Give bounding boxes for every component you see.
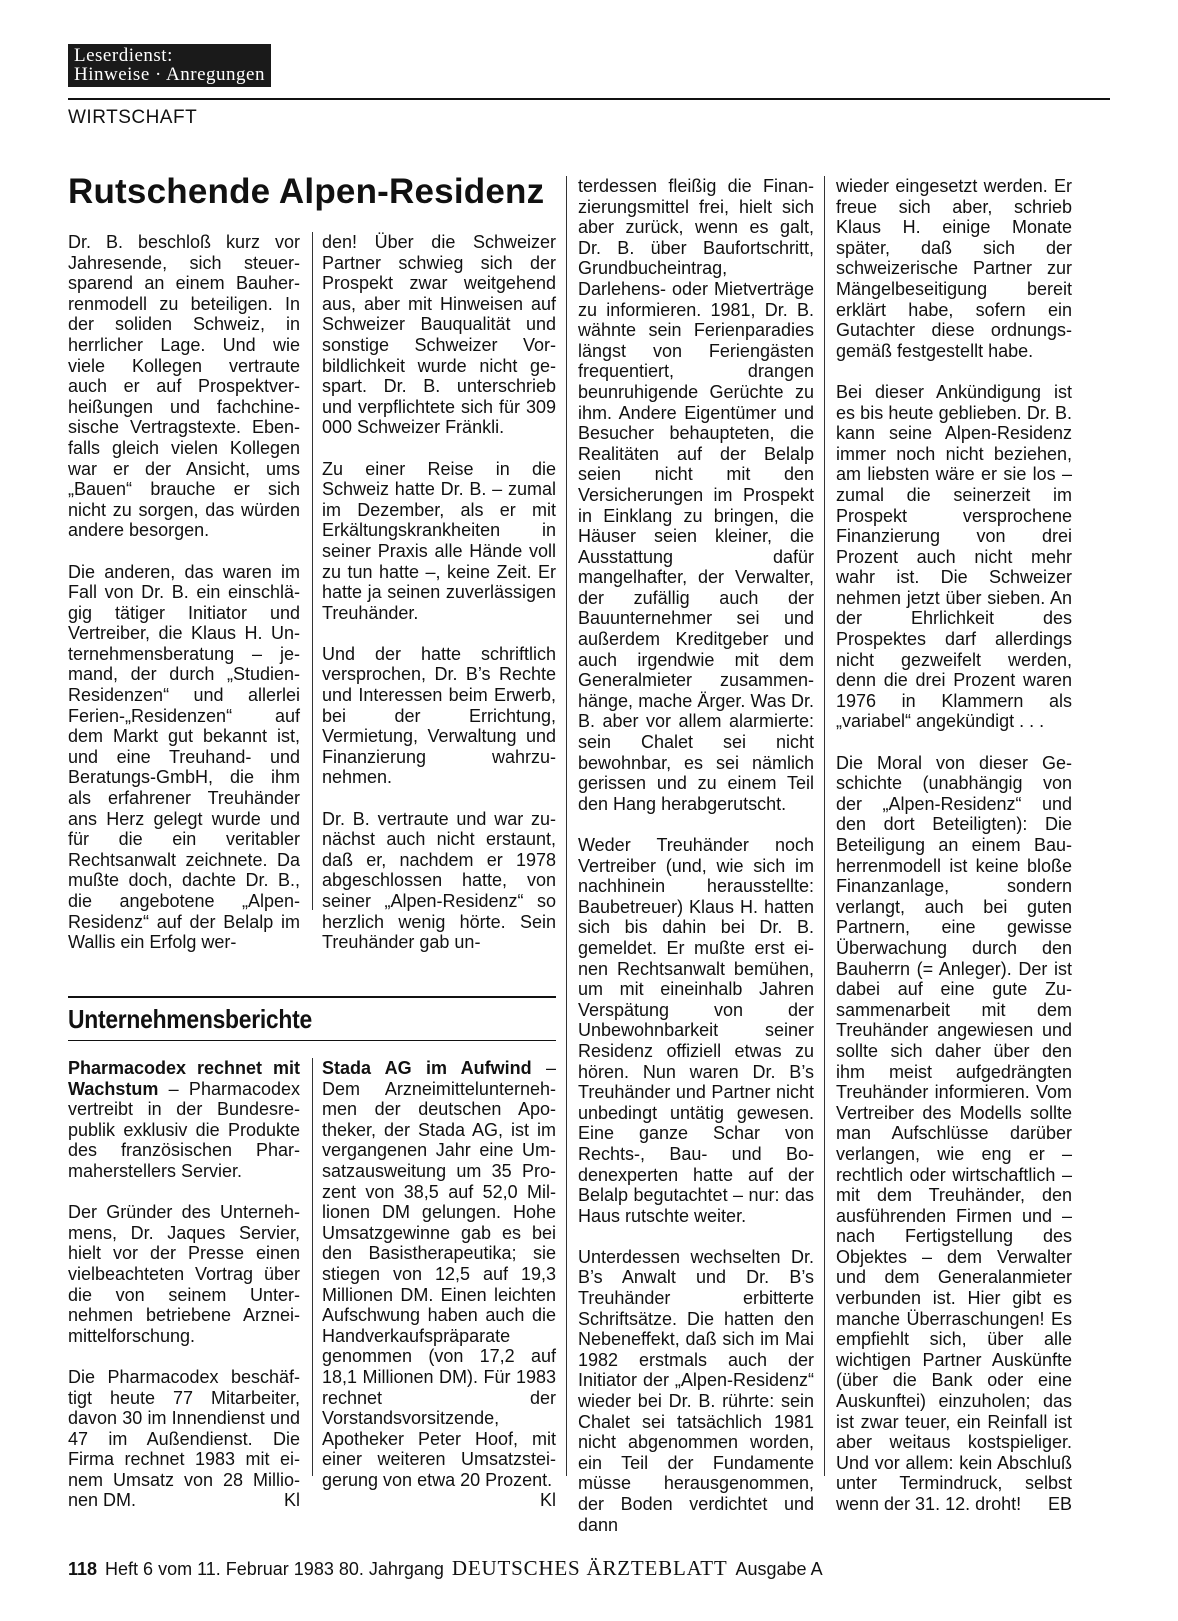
- issue-info: Heft 6 vom 11. Februar 1983 80. Jahrgang: [105, 1559, 444, 1579]
- section-title: Unternehmensberichte: [68, 1004, 312, 1034]
- report-column-1: [68, 1058, 300, 1511]
- author-signature: Kl: [283, 1490, 300, 1511]
- paragraph: Die anderen, das waren im Fall von Dr. B. ein einschlägig tätiger Initiator und Vertreiber, die Klaus H. Unternehmensberatung – jemand, der durch „Studien-Residenzen“ und allerlei Ferien-„Residenzen“ auf dem Markt gut bekannt ist, und eine Treuhand- und Beratungs-GmbH, die ihm als erfahrener Treuhänder ans Herz gelegt wurde und für die ein veritabler Rechtsanwalt zeichnete. Da mußte doch, dachte Dr. B., die angebotene „Alpen-Residenz“ auf der Belalp im Wallis ein Erfolg wer-: [68, 561, 300, 953]
- column-divider: [312, 232, 313, 910]
- section-label: WIRTSCHAFT: [68, 107, 198, 128]
- paragraph: Dr. B. vertraute und war zunächst auch nicht erstaunt, daß er, nachdem er 1978 abgeschlossen hatte, von seiner „Alpen-Residenz“ so herzlich wenig hörte. Sein Treuhänder gab un-: [322, 808, 556, 953]
- paragraph: Und der hatte schriftlich versprochen, Dr. B’s Rechte und Interessen beim Erwerb, bei der Errichtung, Vermietung, Verwaltung und Finanzierung wahrzunehmen.: [322, 643, 556, 788]
- paragraph: Dr. B. beschloß kurz vor Jahresende, sich steuersparend an einem Bauherrenmodell zu beteiligen. In der soliden Schweiz, in herrlicher Lage. Und wie viele Kollegen vertraute auch er auf Prospektverheißungen und fachchinesische Vertragstexte. Ebenfalls gleich vielen Kollegen war er der Ansicht, ums „Bauen“ brauche er sich nicht zu sorgen, das würden andere besorgen.: [68, 232, 300, 541]
- paragraph-text: – Dem Arzneimittelunternehmen der deutschen Apotheker, der Stada AG, ist im vergangenen Jahr eine Umsatzausweitung um 35 Prozent von 38,5 auf 52,0 Millionen DM gelungen. Hohe Umsatzgewinne gab es bei den Basistherapeutika; sie stiegen von 12,5 auf 19,3 Millionen DM. Einen leichten Aufschwung haben auch die Handverkaufspräparate genommen (von 17,2 auf 18,1 Millionen DM). Für 1983 rechnet der Vorstandsvorsitzende, Apotheker Peter Hoof, mit einer weiteren Umsatzsteigerung von etwa 20 Prozent.: [322, 1058, 556, 1490]
- paragraph-text: Die Pharmacodex beschäftigt heute 77 Mitarbeiter, davon 30 im Innendienst und 47 im Außendienst. Die Firma rechnet 1983 mit einem Umsatz von 28 Millionen DM.: [68, 1366, 300, 1511]
- paragraph: [836, 753, 1072, 1515]
- page-footer: [68, 1556, 968, 1581]
- paragraph: Weder Treuhänder noch Vertreiber (und, wie sich im nachhinein herausstellte: Baubetreuer) Klaus H. hatten sich bis dahin bei Dr. B. gemeldet. Er mußte erst einen Rechtsanwalt bemühen, um mit eineinhalb Jahren Verspätung von der Unbewohnbarkeit seiner Residenz offiziell etwas zu hören. Nun waren Dr. B’s Treuhänder und Partner nicht unbedingt untätig gewesen. Eine ganze Schar von Rechts-, Bau- und Bodenexperten hatte auf der Belalp begutachtet – nur: das Haus rutschte weiter.: [578, 835, 814, 1226]
- report-headline: Pharmacodex rechnet mit Wachstum: [68, 1058, 300, 1099]
- page-number: 118: [68, 1559, 98, 1579]
- paragraph: terdessen fleißig die Finanzierungsmittel frei, hielt sich aber zurück, wenn es galt, Dr. B. über Baufortschritt, Grundbucheintrag, Darlehens- oder Mietverträge zu informieren. 1981, Dr. B. wähnte sein Ferienparadies längst von Feriengästen frequentiert, drangen beunruhigende Gerüchte zu ihm. Andere Eigentümer und Besucher behaupteten, die Realitäten auf der Belalp seien nicht mit den Versicherungen im Prospekt in Einklang zu bringen, die Häuser seien kleiner, die Ausstattung dafür mangelhafter, der Verwalter, der zufällig auch der Bauunternehmer sei und außerdem Kreditgeber und auch irgendwie mit dem Generalmieter zusammenhänge, mache Ärger. Was Dr. B. aber vor allem alarmierte: sein Chalet sei nicht bewohnbar, es sei nämlich gerissen und zu einem Teil den Hang herabgerutscht.: [578, 176, 814, 814]
- author-signature: Kl: [539, 1490, 556, 1511]
- publication-name: DEUTSCHES ÄRZTEBLATT: [451, 1556, 728, 1580]
- author-signature: EB: [1047, 1494, 1072, 1514]
- section-rule: [68, 996, 556, 998]
- report-headline: Stada AG im Aufwind: [322, 1058, 532, 1078]
- paragraph: Zu einer Reise in die Schweiz hatte Dr. B. – zumal im Dezember, als er mit Erkältungskrankheiten in seiner Praxis alle Hände voll zu tun hatte –, keine Zeit. Er hatte ja seinen zuverlässigen Treuhänder.: [322, 458, 556, 623]
- paragraph: wieder eingesetzt werden. Er freue sich aber, schrieb Klaus H. einige Monate später, daß sich der schweizerische Partner zur Mängelbeseitigung bereit erklärt habe, sofern ein Gutachter diese ordnungsgemäß festgestellt habe.: [836, 176, 1072, 361]
- article-column-3: [578, 176, 814, 1535]
- report-column-2: [322, 1058, 556, 1511]
- section-rule: [68, 1040, 556, 1041]
- column-header-box: [68, 44, 271, 87]
- paragraph: [322, 1058, 556, 1511]
- article-column-1: [68, 232, 300, 953]
- column-divider: [312, 1058, 313, 1476]
- paragraph: Unterdessen wechselten Dr. B’s Anwalt und Dr. B’s Treuhänder erbitterte Schriftsätze. Die hatten den Nebeneffekt, daß sich im Mai 1982 erstmals auch der Initiator der „Alpen-Residenz“ wieder bei Dr. B. rührte: sein Chalet sei tatsächlich 1981 nicht abgenommen worden, ein Teil der Fundamente müsse herausgenommen, der Boden verdichtet und dann: [578, 1246, 814, 1535]
- column-header-line2: Hinweise · Anregungen: [74, 64, 265, 85]
- paragraph: [68, 1058, 300, 1182]
- article-column-2: [322, 232, 556, 953]
- paragraph: Der Gründer des Unternehmens, Dr. Jaques Servier, hielt vor der Presse einen vielbeachteten Vortrag über die von seinem Unternehmen betriebene Arzneimittelforschung.: [68, 1202, 300, 1346]
- top-rule: [68, 98, 1110, 100]
- article-column-4: [836, 176, 1072, 1515]
- paragraph: [68, 1367, 300, 1511]
- column-divider: [566, 176, 567, 1476]
- paragraph-text: – Pharmacodex vertreibt in der Bundesrepublik exklusiv die Produkte des französischen Pharmaherstellers Servier.: [68, 1078, 300, 1181]
- paragraph: den! Über die Schweizer Partner schwieg sich der Prospekt zwar weitgehend aus, aber mit Hinweisen auf Schweizer Bauqualität und sonstige Schweizer Vorbildlichkeit wurde nicht gespart. Dr. B. unterschrieb und verpflichtete sich für 309 000 Schweizer Fränkli.: [322, 232, 556, 438]
- edition-label: Ausgabe A: [735, 1559, 823, 1579]
- column-header-line1: Leserdienst:: [74, 45, 173, 66]
- paragraph: Bei dieser Ankündigung ist es bis heute geblieben. Dr. B. kann seine Alpen-Residenz immer noch nicht beziehen, am liebsten wäre er sie los – zumal die seinerzeit im Prospekt versprochene Finanzierung von drei Prozent auch nicht mehr wahr ist. Die Schweizer nehmen jetzt über sieben. An der Ehrlichkeit des Prospektes darf allerdings nicht gezweifelt werden, denn die drei Prozent waren 1976 in Klammern als „variabel“ angekündigt . . .: [836, 381, 1072, 732]
- paragraph-text: Die Moral von dieser Geschichte (unabhängig von der „Alpen-Residenz“ und den dort Beteiligten): Die Beteiligung an einem Bauherrenmodell ist keine bloße Finanzanlage, sondern verlangt, auch bei guten Partnern, eine gewisse Überwachung durch den Bauherrn (= Anleger). Der ist dabei auf eine gute Zusammenarbeit mit dem Treuhänder angewiesen und sollte sich daher über den ihm meist aufgedrängten Treuhänder informieren. Vom Vertreiber des Modells sollte man Aufschlüsse darüber verlangen, wie eng er – rechtlich oder wirtschaftlich – mit dem Treuhänder, den ausführenden Firmen und – nach Fertigstellung des Objektes – dem Verwalter und dem Generalanmieter verbunden ist. Hier gibt es manche Überraschungen! Es empfiehlt sich, über alle wichtigen Partner Auskünfte (über die Bank oder eine Auskunftei) einzuholen; das ist zwar teuer, ein Reinfall ist aber weitaus kostspieliger. Und vor allem: kein Abschluß unter Termindruck, selbst wenn der 31. 12. droht!: [836, 752, 1072, 1514]
- article-title: Rutschende Alpen-Residenz: [68, 172, 545, 211]
- column-divider: [824, 176, 825, 1476]
